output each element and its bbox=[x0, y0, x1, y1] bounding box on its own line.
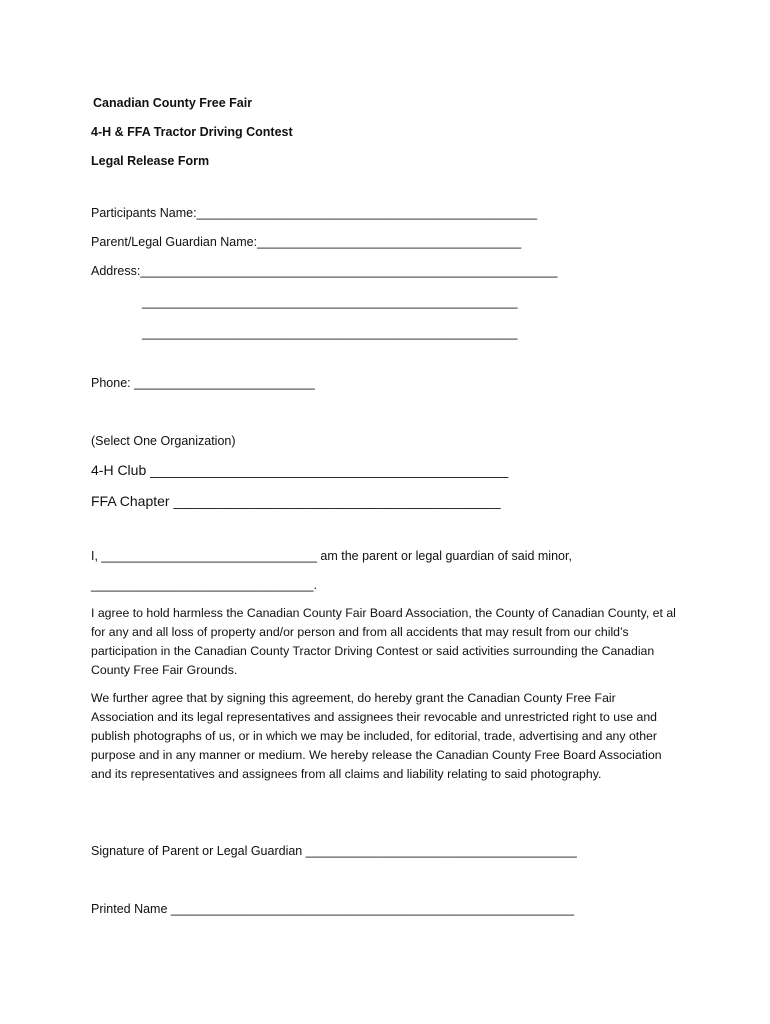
form-name: Legal Release Form bbox=[91, 154, 210, 168]
address-line-3: ______________________________________________________ bbox=[142, 326, 518, 340]
phone-field: Phone: __________________________ bbox=[91, 376, 315, 390]
chapter-field: FFA Chapter __________________________________________ bbox=[91, 493, 501, 509]
contest-subtitle: 4-H & FFA Tractor Driving Contest bbox=[91, 125, 293, 139]
printed-name-field: Printed Name __________________________________________________________ bbox=[91, 902, 575, 916]
address-line-2: ______________________________________________________ bbox=[142, 295, 518, 309]
fair-title: Canadian County Free Fair bbox=[93, 96, 253, 110]
address-field: Address:____________________________________________________________ bbox=[91, 264, 558, 278]
guardian-name-field: Parent/Legal Guardian Name:______________________________________ bbox=[91, 235, 522, 249]
participant-name-field: Participants Name:_________________________________________________ bbox=[91, 206, 538, 220]
club-field: 4-H Club ______________________________________________ bbox=[91, 462, 509, 478]
organization-instruction: (Select One Organization) bbox=[91, 434, 236, 448]
guardian-signature-field: Signature of Parent or Legal Guardian _______________________________________ bbox=[91, 844, 577, 858]
hold-harmless-paragraph: I agree to hold harmless the Canadian County Fair Board Association, the County of Canadian County, et al for any and all loss of property and/or person and from all accidents that may result from our child’s participation in the Canadian County Tractor Driving Contest or said activities surrounding the Canadian County Free Fair Grounds. bbox=[91, 606, 676, 677]
guardian-statement-line1: I, _______________________________ am the parent or legal guardian of said minor, bbox=[91, 549, 572, 563]
guardian-statement-line2: ________________________________. bbox=[91, 578, 317, 592]
photo-release-paragraph: We further agree that by signing this agreement, do hereby grant the Canadian County Free Fair Association and its legal representatives and assignees their revocable and unrestricted right to use and publish photographs of us, or in which we may be included, for editorial, trade, advertising and any other purpose and in any manner or medium. We hereby release the Canadian County Free Board Association and its representatives and assignees from all claims and liability relating to said photography. bbox=[91, 691, 662, 781]
